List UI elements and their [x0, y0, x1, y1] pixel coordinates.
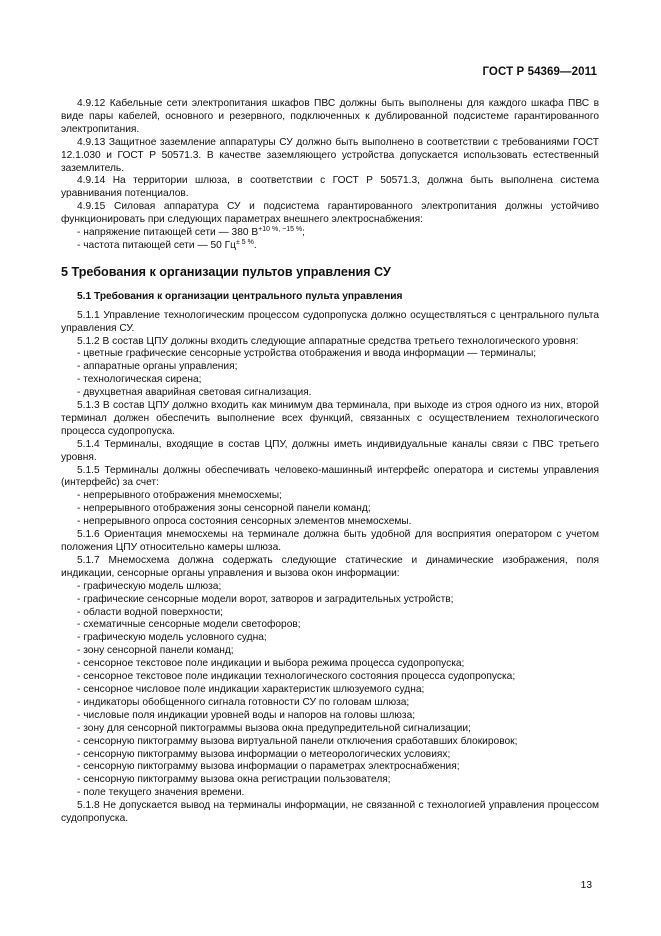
list-item: - непрерывного отображения мнемосхемы; [77, 490, 282, 502]
paragraph-5-1-1: 5.1.1 Управление технологическим процессом судопропуска должно осуществляться с центрального пульта управления СУ. [61, 309, 599, 334]
paragraph-5-1-4: 5.1.4 Терминалы, входящие в состав ЦПУ, должны иметь индивидуальные каналы связи с ПВС третьего уровня. [61, 438, 599, 463]
paragraph-5-1-7: 5.1.7 Мнемосхема должна содержать следующие статические и динамические изображения, поля индикации, сенсорные органы управления и вызова окон информации: [61, 554, 599, 579]
section-5-1-heading: 5.1 Требования к организации центрального пульта управления [77, 290, 403, 302]
page-number: 13 [580, 880, 592, 891]
paragraph-5-1-2: 5.1.2 В состав ЦПУ должны входить следующие аппаратные средства третьего технологического уровня: [77, 335, 579, 347]
frequency-tolerance: ± 5 % [236, 238, 254, 246]
list-item: - области водной поверхности; [77, 606, 224, 618]
list-item: - сенсорное текстовое поле индикации технологического состояния процесса судопропуска; [77, 671, 516, 683]
paragraph-4-9-14: 4.9.14 На территории шлюза, в соответствии с ГОСТ Р 50571.3, должна быть выполнена система уравнивания потенциалов. [61, 175, 599, 200]
paragraph-5-1-5: 5.1.5 Терминалы должны обеспечивать человеко-машинный интерфейс оператора и системы управления (интерфейс) за счет: [61, 464, 599, 489]
list-item: - графическую модель условного судна; [77, 632, 267, 644]
paragraph-4-9-15: 4.9.15 Силовая аппаратура СУ и подсистема гарантированного электропитания должны устойчиво функционировать при следующих параметрах внешнего электроснабжения: [61, 201, 599, 226]
page-content [61, 98, 599, 826]
list-item: - зону сенсорной панели команд; [77, 645, 234, 657]
list-item: - двухцветная аварийная световая сигнализация. [77, 387, 312, 399]
frequency-text: - частота питающей сети — 50 Гц [77, 239, 236, 251]
list-item: - сенсорную пиктограмму вызова информации о метеорологических условиях; [77, 748, 451, 760]
list-item: - непрерывного опроса состояния сенсорных элементов мнемосхемы. [77, 516, 412, 528]
frequency-end: . [253, 239, 257, 251]
section-5-heading: 5 Требования к организации пультов управления СУ [61, 264, 391, 279]
list-item: - схематичные сенсорные модели светофоров; [77, 619, 301, 631]
list-item: - аппаратные органы управления; [77, 361, 238, 373]
list-item: - сенсорное текстовое поле индикации и выбора режима процесса судопропуска; [77, 658, 465, 670]
paragraph-5-1-6: 5.1.6 Ориентация мнемосхемы на терминале должна быть удобной для восприятия оператором с учетом положения ЦПУ относительно камеры шлюза. [61, 529, 599, 553]
list-item-voltage [61, 227, 599, 240]
list-item: - технологическая сирена; [77, 374, 202, 386]
list-item: - индикаторы обобщенного сигнала готовности СУ по головам шлюза; [77, 696, 410, 708]
document-id-header: ГОСТ Р 54369—2011 [482, 66, 597, 78]
paragraph-4-9-13: 4.9.13 Защитное заземление аппаратуры СУ должно быть выполнено в соответствии с требованиями ГОСТ 12.1.030 и ГОСТ Р 50571.3. В качестве заземляющего устройства допускается использовать естественный заземлитель. [61, 136, 599, 174]
list-item: - числовые поля индикации уровней воды и напоров на головы шлюза; [77, 709, 416, 721]
list-item: - цветные графические сенсорные устройства отображения и ввода информации — терминалы; [77, 348, 537, 360]
list-item: - поле текущего значения времени. [77, 787, 245, 799]
list-item: - сенсорную пиктограмму вызова виртуальной панели отключения сработавших блокировок; [77, 735, 518, 747]
list-item: - графические сенсорные модели ворот, затворов и заградительных устройств; [77, 593, 454, 605]
list-item: - зону для сенсорной пиктограммы вызова окна предупредительной сигнализации; [77, 722, 471, 734]
paragraph-5-1-3: 5.1.3 В состав ЦПУ должно входить как минимум два терминала, при выходе из строя одного из них, второй терминал должен обеспечить выполнение всех функций, связанных с осуществлением технологического процесса судопропуска. [61, 400, 599, 437]
list-item-frequency [61, 240, 599, 253]
list-item: - сенсорное числовое поле индикации характеристик шлюзуемого судна; [77, 683, 425, 695]
paragraph-4-9-12: 4.9.12 Кабельные сети электропитания шкафов ПВС должны быть выполнены для каждого шкафа ПВС в виде пары кабелей, основного и резервного, подключенных к дублированной подсистеме гарантированного электропитания. [61, 98, 599, 135]
list-item: - непрерывного отображения зоны сенсорной панели команд; [77, 503, 371, 515]
list-item: - графическую модель шлюза; [77, 580, 222, 592]
list-item: - сенсорную пиктограмму вызова информации о параметрах электроснабжения; [77, 761, 460, 773]
voltage-end: ; [302, 227, 305, 239]
list-item: - сенсорную пиктограмму вызова окна регистрации пользователя; [77, 774, 391, 786]
voltage-text: - напряжение питающей сети — 380 В [77, 227, 259, 239]
voltage-tolerance: +10 %, −15 % [258, 226, 303, 234]
paragraph-5-1-8: 5.1.8 Не допускается вывод на терминалы информации, не связанной с технологией управления процессом судопропуска. [61, 800, 599, 825]
